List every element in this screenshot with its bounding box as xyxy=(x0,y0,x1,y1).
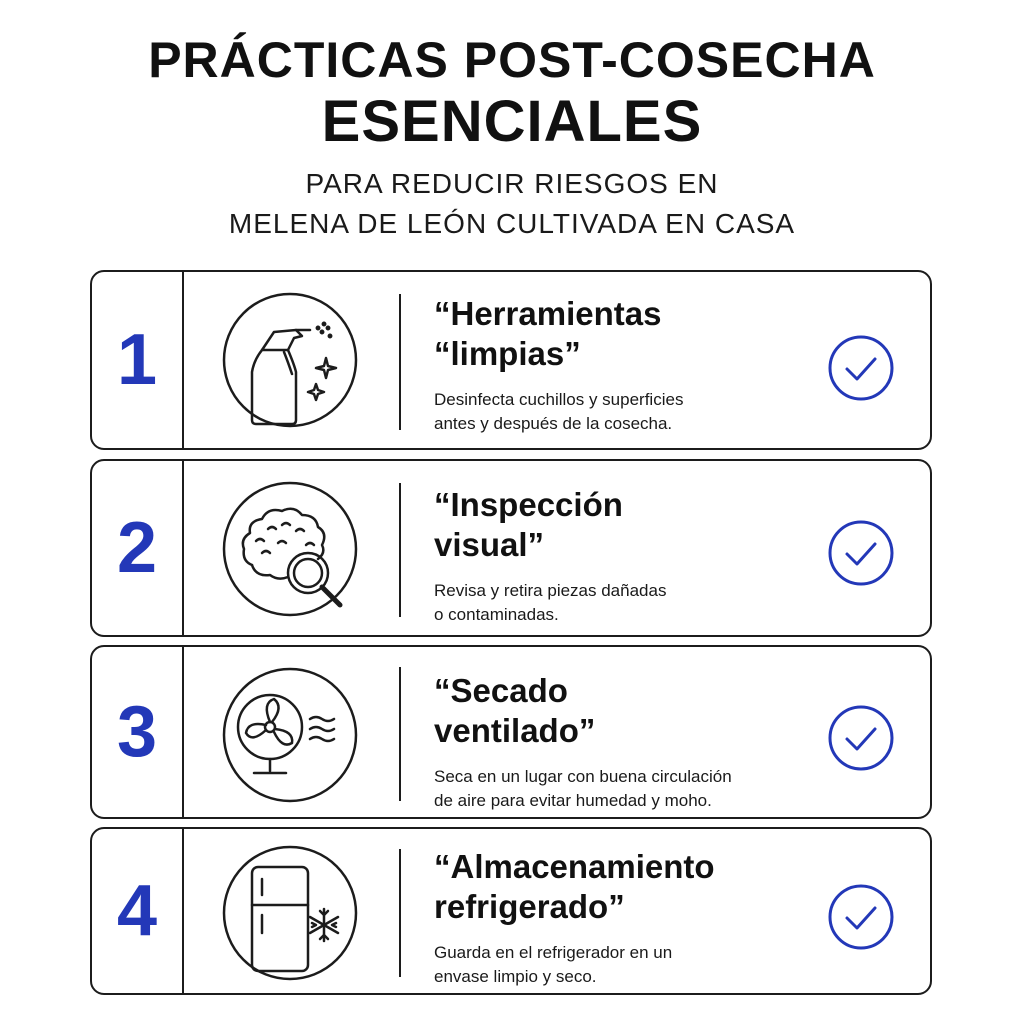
step-number-cell xyxy=(92,461,184,635)
step-card-3 xyxy=(90,645,932,819)
step-heading xyxy=(434,294,814,374)
step-desc-line2: antes y después de la cosecha. xyxy=(434,414,673,433)
refrigerator-icon xyxy=(222,845,358,981)
step-card-4 xyxy=(90,827,932,995)
step-number-cell xyxy=(92,272,184,448)
step-number: 4 xyxy=(116,871,158,951)
page-subtitle-line2: MELENA DE LEÓN CULTIVADA EN CASA xyxy=(228,208,796,239)
step-number: 3 xyxy=(116,692,158,772)
spray-bottle-icon xyxy=(222,292,358,428)
step-text xyxy=(434,847,814,989)
fan-icon xyxy=(222,667,358,803)
step-heading-line2: “limpias” xyxy=(434,335,581,372)
divider xyxy=(399,483,401,617)
step-card-2 xyxy=(90,459,932,637)
step-number-cell xyxy=(92,829,184,993)
step-description xyxy=(434,579,814,627)
magnifier-mushroom-icon xyxy=(222,481,358,617)
step-heading-line2: refrigerado” xyxy=(434,888,625,925)
step-text xyxy=(434,294,814,436)
step-description xyxy=(434,765,814,813)
step-desc-line1: Seca en un lugar con buena circulación xyxy=(434,767,732,786)
check-circle-icon xyxy=(828,335,894,401)
step-description xyxy=(434,941,814,989)
step-heading-line1: “Inspección xyxy=(434,486,623,523)
check-circle-icon xyxy=(828,520,894,586)
divider xyxy=(399,849,401,977)
step-heading-line2: visual” xyxy=(434,526,545,563)
divider xyxy=(399,667,401,801)
check-circle-icon xyxy=(828,884,894,950)
step-number: 2 xyxy=(116,508,158,588)
step-heading xyxy=(434,671,814,751)
step-heading-line2: ventilado” xyxy=(434,712,596,749)
step-text xyxy=(434,671,814,813)
step-desc-line2: envase limpio y seco. xyxy=(434,967,597,986)
step-heading-line1: “Herramientas xyxy=(434,295,662,332)
step-desc-line1: Guarda en el refrigerador en un xyxy=(434,943,673,962)
check-circle-icon xyxy=(828,705,894,771)
step-desc-line2: o contaminadas. xyxy=(434,605,559,624)
step-card-1 xyxy=(90,270,932,450)
step-description xyxy=(434,388,814,436)
step-desc-line2: de aire para evitar humedad y moho. xyxy=(434,791,712,810)
step-heading xyxy=(434,847,814,927)
step-heading-line1: “Almacenamiento xyxy=(434,848,715,885)
divider xyxy=(399,294,401,430)
step-heading xyxy=(434,485,814,565)
step-desc-line1: Revisa y retira piezas dañadas xyxy=(434,581,667,600)
step-text xyxy=(434,485,814,627)
step-heading-line1: “Secado xyxy=(434,672,568,709)
page-title-line2: ESENCIALES xyxy=(321,89,703,154)
page-title-line1: PRÁCTICAS POST-COSECHA xyxy=(148,32,876,88)
step-number: 1 xyxy=(116,320,158,400)
page-subtitle-line1: PARA REDUCIR RIESGOS EN xyxy=(305,168,719,199)
step-desc-line1: Desinfecta cuchillos y superficies xyxy=(434,390,684,409)
step-number-cell xyxy=(92,647,184,817)
